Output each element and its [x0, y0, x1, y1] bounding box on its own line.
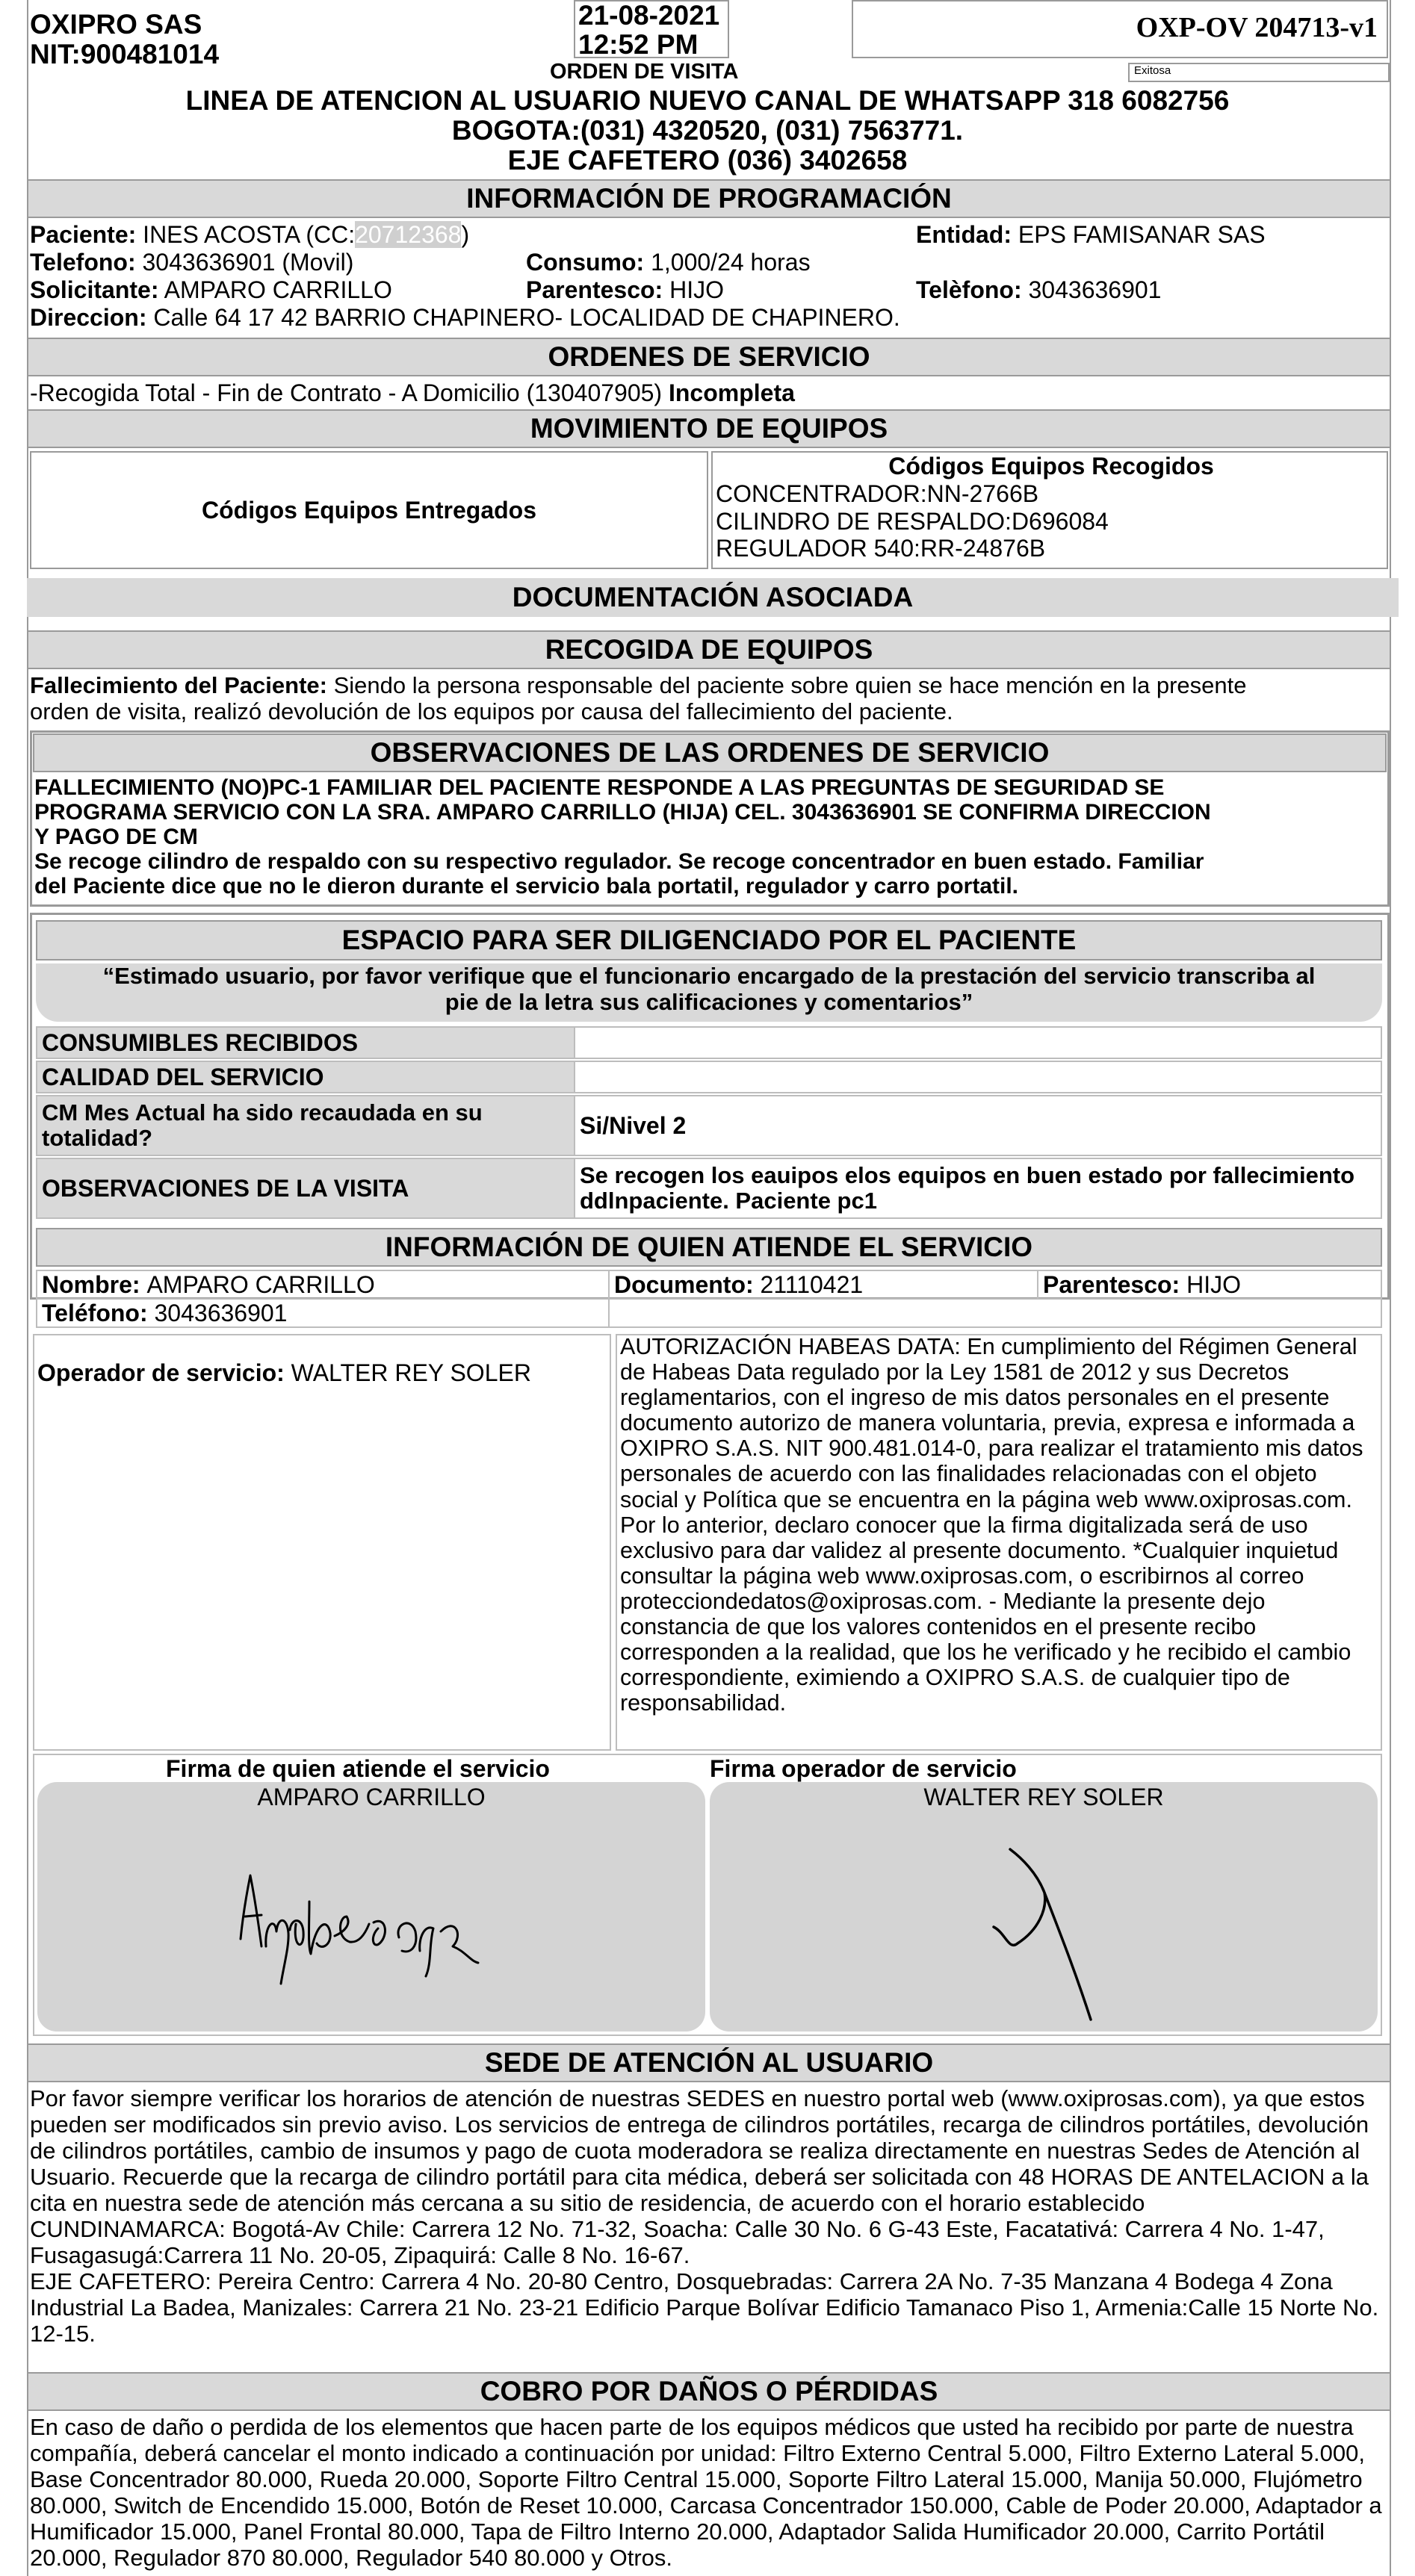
consumo-value: 1,000/24 horas [651, 249, 811, 276]
recogida-line2: orden de visita, realizó devolución de los equipos por causa del fallecimiento del paciente. [30, 698, 953, 725]
atiende-parentesco-label: Parentesco: [1043, 1270, 1180, 1298]
parentesco-field [526, 276, 724, 304]
status-value: Exitosa [1134, 64, 1171, 77]
paciente-close: ) [461, 221, 470, 248]
bogota-line: BOGOTA:(031) 4320520, (031) 7563771. [451, 115, 964, 146]
operador-value: WALTER REY SOLER [291, 1359, 531, 1386]
entregados-cell [30, 451, 708, 569]
observacion-line: FALLECIMIENTO (NO)PC-1 FAMILIAR DEL PACIENTE RESPONDE A LAS PREGUNTAS DE SEGURIDAD SE [34, 775, 1165, 800]
atiende-parentesco-cell [1038, 1271, 1381, 1298]
recogido-item: CONCENTRADOR:NN-2766B [716, 479, 1039, 507]
sede-title: SEDE DE ATENCIÓN AL USUARIO [27, 2043, 1391, 2082]
entidad-field [916, 221, 1266, 249]
firma-cliente-pad[interactable] [37, 1782, 705, 2032]
eje-line: EJE CAFETERO (036) 3402658 [507, 145, 908, 176]
telefono2-field [916, 276, 1161, 304]
sede-text: Por favor siempre verificar los horarios de atención de nuestras SEDES en nuestro portal web (www.oxiprosas.com), ya que estos pueden ser modificados sin previo aviso. Los servicios de entrega de cilindros portátiles, recarga de cilindros portátiles, devolución de cilindros portátiles, cambio de insumos y pago de cuota moderadora se realiza directamente en nuestras Sedes de Atención al Usuario. Recuerde que la recarga de cilindro portátil para cita médica, deberá ser solicitada con 48 HORAS DE ANTELACION a la cita en nuestra sede de atención más cercana a su sitio de residencia, de acuerdo con el horario establecido [30, 2085, 1369, 2217]
programacion-title: INFORMACIÓN DE PROGRAMACIÓN [27, 179, 1391, 218]
recogido-item: CILINDRO DE RESPALDO:D696084 [716, 507, 1109, 535]
paciente-doc[interactable]: 20712368 [355, 221, 462, 248]
company-nit: NIT:900481014 [30, 39, 220, 69]
whatsapp-line: LINEA DE ATENCION AL USUARIO NUEVO CANAL DE WHATSAPP 318 6082756 [185, 85, 1230, 116]
observacion-line: del Paciente dice que no le dieron durante el servicio bala portatil, regulador y carro portatil. [34, 874, 1019, 899]
telefono-field [30, 249, 353, 276]
solicitante-value: AMPARO CARRILLO [164, 276, 392, 303]
rating-value[interactable]: Se recogen los eauipos elos equipos en buen estado por fallecimiento ddlnpaciente. Paciente pc1 [580, 1161, 1355, 1214]
rating-row [36, 1061, 1382, 1093]
firma-operador-label: Firma operador de servicio [710, 1755, 1017, 1782]
observacion-line: Y PAGO DE CM [34, 825, 198, 849]
company-name: OXIPRO SAS [30, 9, 202, 40]
firma-cliente-label: Firma de quien atiende el servicio [166, 1755, 550, 1782]
recogidos-cell [711, 451, 1388, 569]
cobro-title: COBRO POR DAÑOS O PÉRDIDAS [27, 2372, 1391, 2411]
quote-line1: “Estimado usuario, por favor verifique que el funcionario encargado de la prestación del servicio transcriba al [102, 963, 1316, 989]
observaciones-title: OBSERVACIONES DE LAS ORDENES DE SERVICIO [33, 733, 1387, 772]
rating-row [36, 1095, 1382, 1156]
atiende-row [36, 1270, 1382, 1300]
visit-time: 12:52 PM [578, 28, 699, 60]
telefono2-label: Telèfono: [916, 276, 1022, 303]
empty-cell [610, 1300, 1381, 1326]
atiende-nombre-value: AMPARO CARRILLO [146, 1270, 375, 1298]
firma-operador-pad[interactable] [710, 1782, 1378, 2032]
observacion-line: PROGRAMA SERVICIO CON LA SRA. AMPARO CARRILLO (HIJA) CEL. 3043636901 SE CONFIRMA DIRECCION [34, 800, 1211, 825]
firma-cliente-name: AMPARO CARRILLO [257, 1784, 486, 1810]
entregados-label: Códigos Equipos Entregados [201, 496, 536, 524]
rating-label: CM Mes Actual ha sido recaudada en su totalidad? [37, 1096, 575, 1155]
consumo-field [526, 249, 811, 276]
recogida-text [30, 672, 1390, 724]
rating-row [36, 1026, 1382, 1059]
atiende-telefono-value: 3043636901 [154, 1299, 288, 1326]
sede-eje: EJE CAFETERO: Pereira Centro: Carrera 4 No. 20-80 Centro, Dosquebradas: Carrera 2A No. 7-35 Manzana 4 Bodega 4 Zona Industrial La Badea, Manizales: Carrera 21 No. 23-21 Edificio Parque Bolívar Edificio Tamanaco Piso 1, Armenia:Calle 15 Norte No. 12-15. [30, 2268, 1379, 2347]
direccion-value: Calle 64 17 42 BARRIO CHAPINERO- LOCALIDAD DE CHAPINERO. [153, 304, 900, 331]
quote-line2: pie de la letra sus calificaciones y comentarios” [445, 988, 973, 1015]
direccion-label: Direccion: [30, 304, 147, 331]
rating-value[interactable] [575, 1028, 1381, 1058]
recogida-line1: Siendo la persona responsable del paciente sobre quien se hace mención en la presente [333, 672, 1247, 698]
entidad-label: Entidad: [916, 221, 1012, 248]
movimiento-title: MOVIMIENTO DE EQUIPOS [27, 409, 1391, 448]
orden-text: -Recogida Total - Fin de Contrato - A Domicilio (130407905) [30, 379, 663, 406]
solicitante-label: Solicitante: [30, 276, 159, 303]
recogida-title: RECOGIDA DE EQUIPOS [27, 630, 1391, 669]
orden-status: Incompleta [668, 379, 795, 406]
observaciones-text [34, 775, 1388, 899]
telefono-value: 3043636901 (Movil) [142, 249, 354, 276]
rating-label: CONSUMIBLES RECIBIDOS [37, 1028, 575, 1058]
parentesco-label: Parentesco: [526, 276, 663, 303]
atiende-documento-value: 21110421 [760, 1270, 864, 1298]
operador-label: Operador de servicio: [37, 1359, 285, 1386]
rating-label: CALIDAD DEL SERVICIO [37, 1062, 575, 1092]
atiende-parentesco-value: HIJO [1186, 1270, 1241, 1298]
telefono-label: Telefono: [30, 249, 136, 276]
recogidos-label: Códigos Equipos Recogidos [888, 453, 1214, 479]
sede-cundinamarca: CUNDINAMARCA: Bogotá-Av Chile: Carrera 12 No. 71-32, Soacha: Calle 30 No. 6 G-43 Este, Facatativá: Carrera 4 No. 1-47, Fusagasugá:Carrera 11 No. 20-05, Zipaquirá: Calle 8 No. 16-67. [30, 2216, 1325, 2269]
firma-operador-name: WALTER REY SOLER [923, 1784, 1164, 1810]
atiende-nombre-label: Nombre: [42, 1270, 140, 1298]
cobro-text: En caso de daño o perdida de los elementos que hacen parte de los equipos médicos que usted ha recibido por parte de nuestra compañía, deberá cancelar el monto indicado a continuación por unidad: Filtro Externo Central 5.000, Filtro Externo Lateral 5.000, Base Concentrador 80.000, Rueda 20.000, Soporte Filtro Central 15.000, Soporte Filtro Lateral 15.000, Manija 50.000, Flujómetro 80.000, Switch de Encendido 15.000, Botón de Reset 10.000, Carcasa Concentrador 150.000, Cable de Poder 20.000, Adaptador a Humificador 15.000, Panel Frontal 80.000, Tapa de Filtro Interno 20.000, Adaptador Salida Humificador 20.000, Carrito Portátil 20.000, Regulador 870 80.000, Regulador 540 80.000 y Otros. [30, 2414, 1382, 2572]
paciente-name: INES ACOSTA (CC: [143, 221, 356, 248]
atiende-row [36, 1298, 1382, 1328]
atiende-title: INFORMACIÓN DE QUIEN ATIENDE EL SERVICIO [36, 1228, 1382, 1267]
habeas-text: AUTORIZACIÓN HABEAS DATA: En cumplimiento del Régimen General de Habeas Data regulado por la Ley 1581 de 2012 y sus Decretos reglamentarios, con el ingreso de mis datos personales en el presente documento autorizo de manera voluntaria, previa, expresa e informada a OXIPRO S.A.S. NIT 900.481.014-0, para realizar el tratamiento mis datos personales de acuerdo con las finalidades relacionadas con el objeto social y Política que se encuentra en la página web www.oxiprosas.com. Por lo anterior, declaro conocer que la firma digitalizada será de uso exclusivo para dar validez al presente documento. *Cualquier inquietud consultar la página web www.oxiprosas.com, o escribirnos al correo protecciondedatos@oxiprosas.com. - Mediante la presente dejo constancia de que los valores contenidos en el presente recibo corresponden a la realidad, que los he verificado y he recibido el cambio correspondiente, eximiendo a OXIPRO S.A.S. de cualquier tipo de responsabilidad. [620, 1334, 1363, 1716]
rating-row [36, 1158, 1382, 1219]
ordenes-title: ORDENES DE SERVICIO [27, 338, 1391, 376]
observacion-line: Se recoge cilindro de respaldo con su respectivo regulador. Se recoge concentrador en buen estado. Familiar [34, 849, 1204, 874]
paciente-field [30, 221, 469, 249]
rating-value[interactable] [575, 1062, 1381, 1092]
atiende-telefono-cell [37, 1300, 610, 1326]
paciente-espacio-quote [36, 963, 1382, 1022]
atiende-telefono-label: Teléfono: [42, 1299, 148, 1326]
paciente-label: Paciente: [30, 221, 137, 248]
visit-code: OXP-OV 204713-v1 [1136, 12, 1378, 43]
telefono2-value: 3043636901 [1028, 276, 1162, 303]
operador-field [37, 1359, 531, 1387]
solicitante-field [30, 276, 392, 304]
parentesco-value: HIJO [669, 276, 724, 303]
orden-item [30, 379, 795, 407]
recogido-item: REGULADOR 540:RR-24876B [716, 535, 1046, 562]
atiende-documento-label: Documento: [614, 1270, 754, 1298]
signature-cliente-icon [37, 1804, 705, 2029]
paciente-espacio-title: ESPACIO PARA SER DILIGENCIADO POR EL PACIENTE [36, 920, 1382, 960]
sede-text-block [30, 2085, 1390, 2347]
atiende-nombre-cell [37, 1271, 610, 1298]
rating-label: OBSERVACIONES DE LA VISITA [37, 1159, 575, 1217]
direccion-field [30, 304, 900, 332]
recogida-label: Fallecimiento del Paciente: [30, 672, 327, 698]
operador-cell [33, 1334, 611, 1751]
documentacion-title: DOCUMENTACIÓN ASOCIADA [27, 578, 1399, 617]
order-type: ORDEN DE VISITA [550, 60, 739, 84]
consumo-label: Consumo: [526, 249, 645, 276]
entidad-value: EPS FAMISANAR SAS [1018, 221, 1266, 248]
signature-operador-icon [710, 1804, 1378, 2029]
atiende-documento-cell [610, 1271, 1038, 1298]
visit-date: 21-08-2021 [578, 0, 720, 31]
rating-value[interactable]: Si/Nivel 2 [580, 1111, 687, 1139]
